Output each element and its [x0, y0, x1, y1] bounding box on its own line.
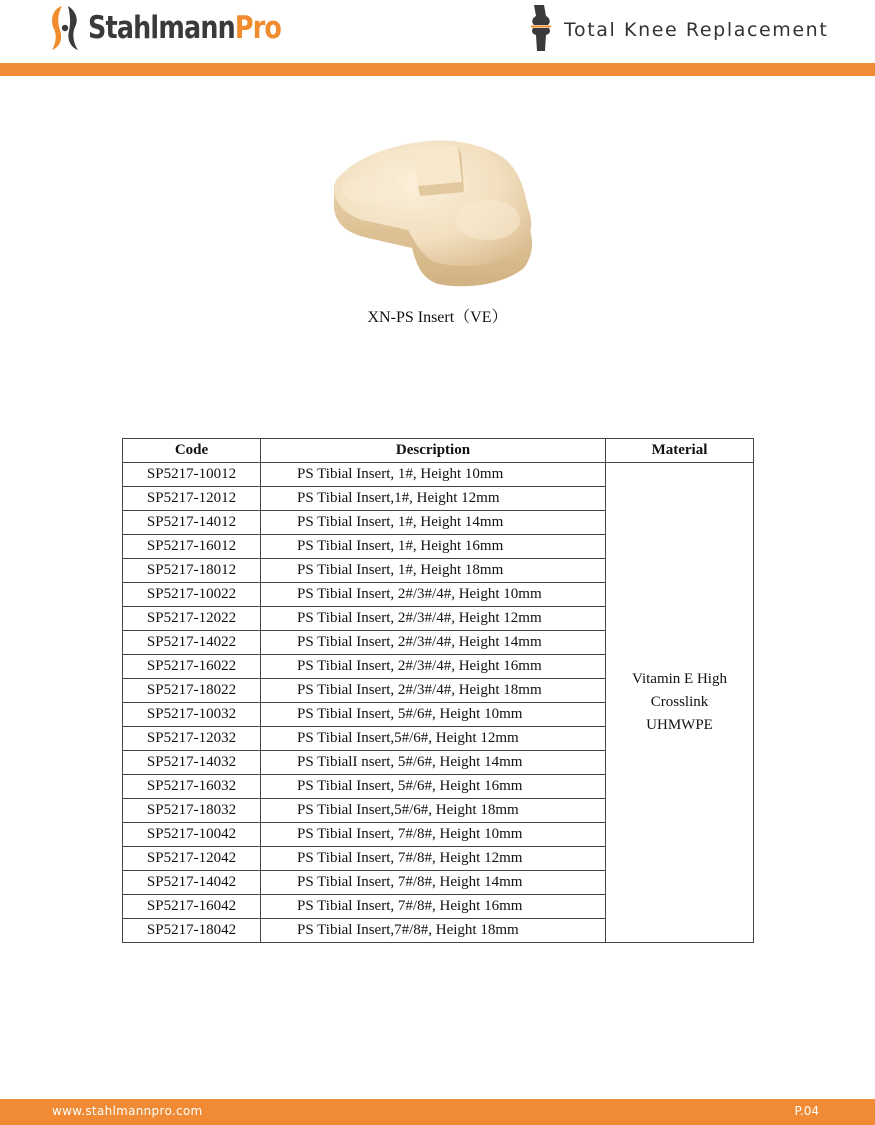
- column-header-material: Material: [606, 439, 754, 463]
- page-footer: [0, 1099, 875, 1125]
- row-code: SP5217-14042: [123, 871, 261, 895]
- table-row: [123, 463, 754, 487]
- row-code: SP5217-14022: [123, 631, 261, 655]
- row-description: PS Tibial Insert, 7#/8#, Height 14mm: [261, 871, 606, 895]
- row-description: PS Tibial Insert, 7#/8#, Height 12mm: [261, 847, 606, 871]
- row-description: PS Tibial Insert,7#/8#, Height 18mm: [261, 919, 606, 943]
- row-description: PS Tibial Insert,1#, Height 12mm: [261, 487, 606, 511]
- row-code: SP5217-10042: [123, 823, 261, 847]
- row-code: SP5217-18032: [123, 799, 261, 823]
- page-number: P.04: [794, 1104, 819, 1118]
- material-line: UHMWPE: [646, 717, 713, 733]
- row-description: PS Tibial Insert, 2#/3#/4#, Height 18mm: [261, 679, 606, 703]
- row-code: SP5217-10012: [123, 463, 261, 487]
- row-code: SP5217-10022: [123, 583, 261, 607]
- section-title-text: Total Knee Replacement: [564, 19, 829, 41]
- material-line: Crosslink: [650, 694, 709, 710]
- row-description: PS Tibial Insert, 1#, Height 10mm: [261, 463, 606, 487]
- material-cell: [606, 463, 754, 943]
- brand-logo[interactable]: [48, 2, 323, 54]
- row-code: SP5217-18012: [123, 559, 261, 583]
- row-description: PS Tibial Insert, 1#, Height 14mm: [261, 511, 606, 535]
- tibial-insert-photo: [328, 128, 540, 300]
- product-caption: XN-PS Insert（VE）: [367, 309, 508, 326]
- row-description: PS Tibial Insert, 1#, Height 16mm: [261, 535, 606, 559]
- row-description: PS Tibial Insert, 7#/8#, Height 10mm: [261, 823, 606, 847]
- row-code: SP5217-14032: [123, 751, 261, 775]
- website-link[interactable]: www.stahlmannpro.com: [52, 1104, 203, 1118]
- row-code: SP5217-10032: [123, 703, 261, 727]
- product-spec-table: [122, 438, 754, 943]
- row-description: PS Tibial Insert, 1#, Height 18mm: [261, 559, 606, 583]
- row-description: PS Tibial Insert, 2#/3#/4#, Height 12mm: [261, 607, 606, 631]
- row-description: PS Tibial Insert, 2#/3#/4#, Height 16mm: [261, 655, 606, 679]
- brand-name-accent: Pro: [234, 10, 282, 46]
- row-description: PS Tibial Insert, 5#/6#, Height 16mm: [261, 775, 606, 799]
- row-description: PS Tibial Insert,5#/6#, Height 18mm: [261, 799, 606, 823]
- row-description: PS TibialI nsert, 5#/6#, Height 14mm: [261, 751, 606, 775]
- column-header-description: Description: [261, 439, 606, 463]
- brand-name: [88, 10, 281, 46]
- row-code: SP5217-18022: [123, 679, 261, 703]
- page-header: [0, 0, 875, 76]
- table-body: [123, 463, 754, 943]
- row-description: PS Tibial Insert, 7#/8#, Height 16mm: [261, 895, 606, 919]
- header-accent-bar: [0, 63, 875, 76]
- material-line: Vitamin E High: [632, 671, 727, 687]
- row-description: PS Tibial Insert, 5#/6#, Height 10mm: [261, 703, 606, 727]
- row-code: SP5217-18042: [123, 919, 261, 943]
- row-code: SP5217-16012: [123, 535, 261, 559]
- row-description: PS Tibial Insert, 2#/3#/4#, Height 10mm: [261, 583, 606, 607]
- row-code: SP5217-12022: [123, 607, 261, 631]
- brand-name-main: Stahlmann: [88, 10, 235, 46]
- column-header-code: Code: [123, 439, 261, 463]
- section-title: [528, 4, 828, 56]
- table-header-row: [123, 439, 754, 463]
- row-description: PS Tibial Insert,5#/6#, Height 12mm: [261, 727, 606, 751]
- knee-joint-icon: [528, 4, 554, 57]
- row-code: SP5217-14012: [123, 511, 261, 535]
- row-description: PS Tibial Insert, 2#/3#/4#, Height 14mm: [261, 631, 606, 655]
- row-code: SP5217-12042: [123, 847, 261, 871]
- row-code: SP5217-16042: [123, 895, 261, 919]
- stahlmann-s-logo-icon: [48, 3, 82, 53]
- row-code: SP5217-12012: [123, 487, 261, 511]
- row-code: SP5217-12032: [123, 727, 261, 751]
- row-code: SP5217-16022: [123, 655, 261, 679]
- row-code: SP5217-16032: [123, 775, 261, 799]
